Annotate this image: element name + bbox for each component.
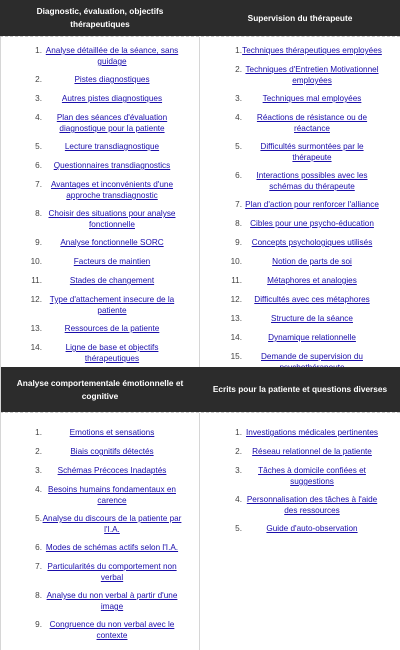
item-number: 10. (230, 257, 242, 266)
item-number: 2. (235, 65, 242, 74)
item-link[interactable]: Questionnaires transdiagnostics (53, 161, 171, 170)
item-number: 1. (35, 428, 42, 437)
item-link[interactable]: Techniques mal employées (262, 94, 362, 103)
item-number: 9. (35, 238, 42, 247)
item-number: 7. (35, 180, 42, 189)
left-border (0, 37, 1, 650)
item-number: 4. (235, 495, 242, 504)
section-header-writings: Ecrits pour la patiente et questions diverses (200, 367, 400, 412)
section-panel-behavioral (0, 413, 200, 650)
item-number: 4. (235, 113, 242, 122)
item-link[interactable]: Réactions de résistance ou de réactance (256, 113, 368, 133)
item-number: 12. (230, 295, 242, 304)
item-link[interactable]: Techniques thérapeutiques employées (242, 46, 382, 55)
item-number: 1. (235, 46, 242, 55)
item-number: 8. (35, 209, 42, 218)
item-link[interactable]: Plan des séances d'évaluation diagnostique pour la patiente (56, 113, 168, 133)
item-link[interactable]: Lecture transdiagnostique (64, 142, 160, 151)
item-link[interactable]: Ligne de base et objectifs thérapeutiques (65, 343, 159, 363)
item-link[interactable]: Congruence du non verbal avec le contexte (49, 620, 175, 640)
column-divider-bottom (199, 413, 200, 650)
section-panel-writings (200, 413, 400, 650)
item-link[interactable]: Investigations médicales pertinentes (246, 428, 378, 437)
item-number: 5. (235, 524, 242, 533)
item-number: 4. (35, 485, 42, 494)
item-link[interactable]: Interactions possibles avec les schémas du thérapeute (256, 171, 368, 191)
item-link[interactable]: Dynamique relationnelle (268, 333, 356, 342)
item-link[interactable]: Modes de schémas actifs selon l'I.A. (45, 543, 179, 552)
item-number: 10. (30, 257, 42, 266)
item-number: 2. (35, 447, 42, 456)
section-panel-supervision (200, 37, 400, 367)
item-link[interactable]: Personnalisation des tâches à l'aide des ressources (246, 495, 378, 515)
section-header-diagnostic: Diagnostic, évaluation, objectifs thérapeutiques (0, 0, 200, 36)
item-link[interactable]: Demande de supervision du (261, 352, 363, 361)
item-link[interactable]: Besoins humains fondamentaux en carence (48, 485, 176, 505)
item-number: 8. (35, 591, 42, 600)
item-link[interactable]: Type d'attachement insecure de la patiente (49, 295, 175, 315)
item-number: 6. (35, 161, 42, 170)
item-number: 2. (35, 75, 42, 84)
item-number: 13. (30, 324, 42, 333)
item-number: 14. (30, 343, 42, 352)
item-number: 3. (235, 466, 242, 475)
item-number: 8. (235, 219, 242, 228)
item-link[interactable]: Techniques d'Entretien Motivationnel employées (245, 65, 379, 85)
item-number: 11. (231, 276, 242, 285)
item-number: 3. (35, 466, 42, 475)
item-number: 11. (31, 276, 42, 285)
item-link[interactable]: Biais cognitifs détectés (70, 447, 154, 456)
item-link[interactable]: Analyse du discours de la patiente par l'I.A. (42, 514, 182, 534)
item-link[interactable]: Difficultés avec ces métaphores (254, 295, 370, 304)
item-link[interactable]: Notion de parts de soi (272, 257, 352, 266)
item-number: 13. (230, 314, 242, 323)
item-number: 9. (235, 238, 242, 247)
item-number: 14. (230, 333, 242, 342)
item-link[interactable]: Emotions et sensations (69, 428, 155, 437)
item-link[interactable]: Cibles pour une psycho-éducation (250, 219, 374, 228)
item-link[interactable]: Pistes diagnostiques (74, 75, 150, 84)
item-link[interactable]: Facteurs de maintien (73, 257, 151, 266)
item-link[interactable]: Choisir des situations pour analyse fonctionnelle (48, 209, 176, 229)
section-header-supervision: Supervision du thérapeute (200, 0, 400, 36)
item-link[interactable]: Métaphores et analogies (267, 276, 357, 285)
section-header-behavioral: Analyse comportementale émotionnelle et cognitive (0, 367, 200, 412)
item-link[interactable]: Tâches à domicile confiées et suggestions (258, 466, 366, 486)
item-number: 5. (35, 514, 42, 523)
item-number: 6. (35, 543, 42, 552)
item-number: 4. (35, 113, 42, 122)
item-number: 6. (235, 171, 242, 180)
item-link[interactable]: Particularités du comportement non verbal (47, 562, 177, 582)
item-link[interactable]: Analyse du non verbal à partir d'une image (46, 591, 178, 611)
item-number: 3. (35, 94, 42, 103)
item-number: 7. (35, 562, 42, 571)
item-link[interactable]: Autres pistes diagnostiques (61, 94, 163, 103)
item-number: 5. (235, 142, 242, 151)
item-number: 1. (35, 46, 42, 55)
item-number: 12. (30, 295, 42, 304)
item-number: 9. (35, 620, 42, 629)
item-number: 3. (235, 94, 242, 103)
item-link[interactable]: Avantages et inconvénients d'une approche transdiagnostic (50, 180, 174, 200)
item-link[interactable]: Ressources de la patiente (64, 324, 160, 333)
column-divider-top (199, 37, 200, 367)
item-link[interactable]: Concepts psychologiques utilisés (251, 238, 373, 247)
item-number: 15. (230, 352, 242, 361)
item-number: 5. (35, 142, 42, 151)
section-panel-diagnostic (0, 37, 200, 367)
item-link[interactable]: Guide d'auto-observation (266, 524, 358, 533)
item-link[interactable]: Réseau relationnel de la patiente (252, 447, 372, 456)
item-link[interactable]: Plan d'action pour renforcer l'alliance (245, 200, 379, 209)
item-link[interactable]: Difficultés surmontées par le thérapeute (260, 142, 364, 162)
item-link[interactable]: Analyse détaillée de la séance, sans guidage (45, 46, 179, 66)
item-number: 7. (235, 200, 242, 209)
item-number: 2. (235, 447, 242, 456)
item-link[interactable]: Stades de changement (69, 276, 155, 285)
item-link[interactable]: Analyse fonctionnelle SORC (60, 238, 164, 247)
item-link[interactable]: Schémas Précoces Inadaptés (57, 466, 167, 475)
item-number: 1. (235, 428, 242, 437)
item-link[interactable]: Structure de la séance (271, 314, 353, 323)
